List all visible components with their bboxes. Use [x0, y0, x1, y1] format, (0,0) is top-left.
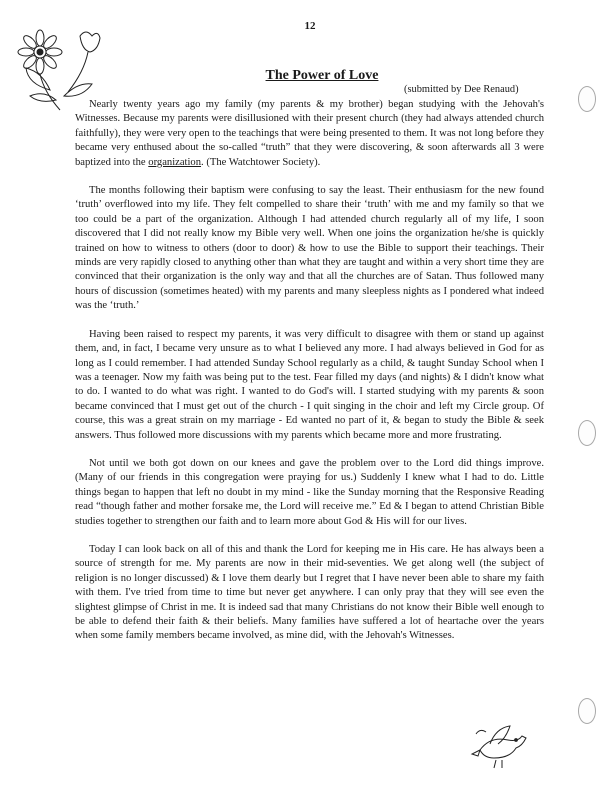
article-body: [75, 98, 544, 658]
bird-clipart-icon: [470, 720, 530, 770]
binder-hole-top: [578, 86, 596, 112]
article-title: The Power of Love: [265, 68, 379, 83]
article-byline: (submitted by Dee Renaud): [404, 84, 519, 95]
paragraph-1-end: . (The Watchtower Society).: [201, 156, 321, 168]
paragraph-5: Today I can look back on all of this and thank the Lord for keeping me in His care. He has always been a source of strength for me. My parents are now in their mid-seventies. We get along well (the subject of religion is no longer discussed) & I love them dearly but I regret that I have never been able to share my faith with them. I've tried from time to time but never get anywhere. I can only pray that they will see even the slightest glimpse of Christ in me. It is indeed sad that many Christians do not know their Bible well enough to be able to defend their faith & their beliefs. Many families have suffered a lot of heartache over the years when some family members became involved, as mine did, with the Jehovah's Witnesses.: [75, 543, 544, 642]
paragraph-4: Not until we both got down on our knees and gave the problem over to the Lord did things improve. (Many of our friends in this congregation were praying for us.) Suddenly I knew what I had to do. Little things began to happen that left no doubt in my mind - like the Sunday morning that the Responsive Reading read “though father and mother forsake me, the Lord will receive me.” Ed & I began to attend Christian Bible studies together to strengthen our faith and to learn more about God & His will for our lives.: [75, 457, 544, 527]
paragraph-2: The months following their baptism were confusing to say the least. Their enthusiasm for the new found ‘truth’ overflowed into my life. They felt compelled to share their ‘truth’ with me and my family so that we too could be a part of the organization. Although I had attended church regularly all of my life, I soon discovered that I did not really know my Bible very well. When one joins the organization he/she is quickly trained on how to witness to others (door to door) & how to use the Bible to support their teachings. Their minds are very rapidly closed to anything other than what they are taught and within a very short time they are convinced that their organization is the only way and that all the churches are of Satan. Thus followed many hours of discussion (sometimes heated) with my parents and many sleepless nights as I pondered what indeed was the ‘truth.’: [75, 185, 544, 312]
paragraph-1: [75, 98, 544, 170]
binder-hole-bottom: [578, 698, 596, 724]
organization-underlined: organization: [148, 156, 202, 168]
page-number: 12: [304, 20, 316, 32]
paragraph-3: Having been raised to respect my parents, it was very difficult to disagree with them or stand up against them, and, in fact, I became very unsure as to what I believed any more. I had always believed in God for as long as I could remember. I had attended Sunday School regularly as a child, & taught Sunday School when I was a teenager. Now my faith was being put to the test. Fear filled my days (and nights) & I didn't know what to do. I wanted to do what was right. I wanted to do God's will. I started studying with my parents & soon became convinced that I must get out of the church - I quit singing in the choir and left my Circle group. Of course, this was a great strain on my marriage - Ed wanted no part of it, & began to study the Bible & seek answers. Thus followed more discussions with my parents which became more and more frustrating.: [75, 328, 544, 441]
paragraph-1-text: Nearly twenty years ago my family (my parents & my brother) began studying with the Jehovah's Witnesses. Because my parents were disillusioned with their present church (they had always attended church faithfully), they were very open to the teachings that were being presented to them. It was not long before they became very enthused about the so-called “truth” that they were discovering, & soon afterwards all 3 were baptized into the: [75, 99, 544, 168]
binder-hole-middle: [578, 420, 596, 446]
